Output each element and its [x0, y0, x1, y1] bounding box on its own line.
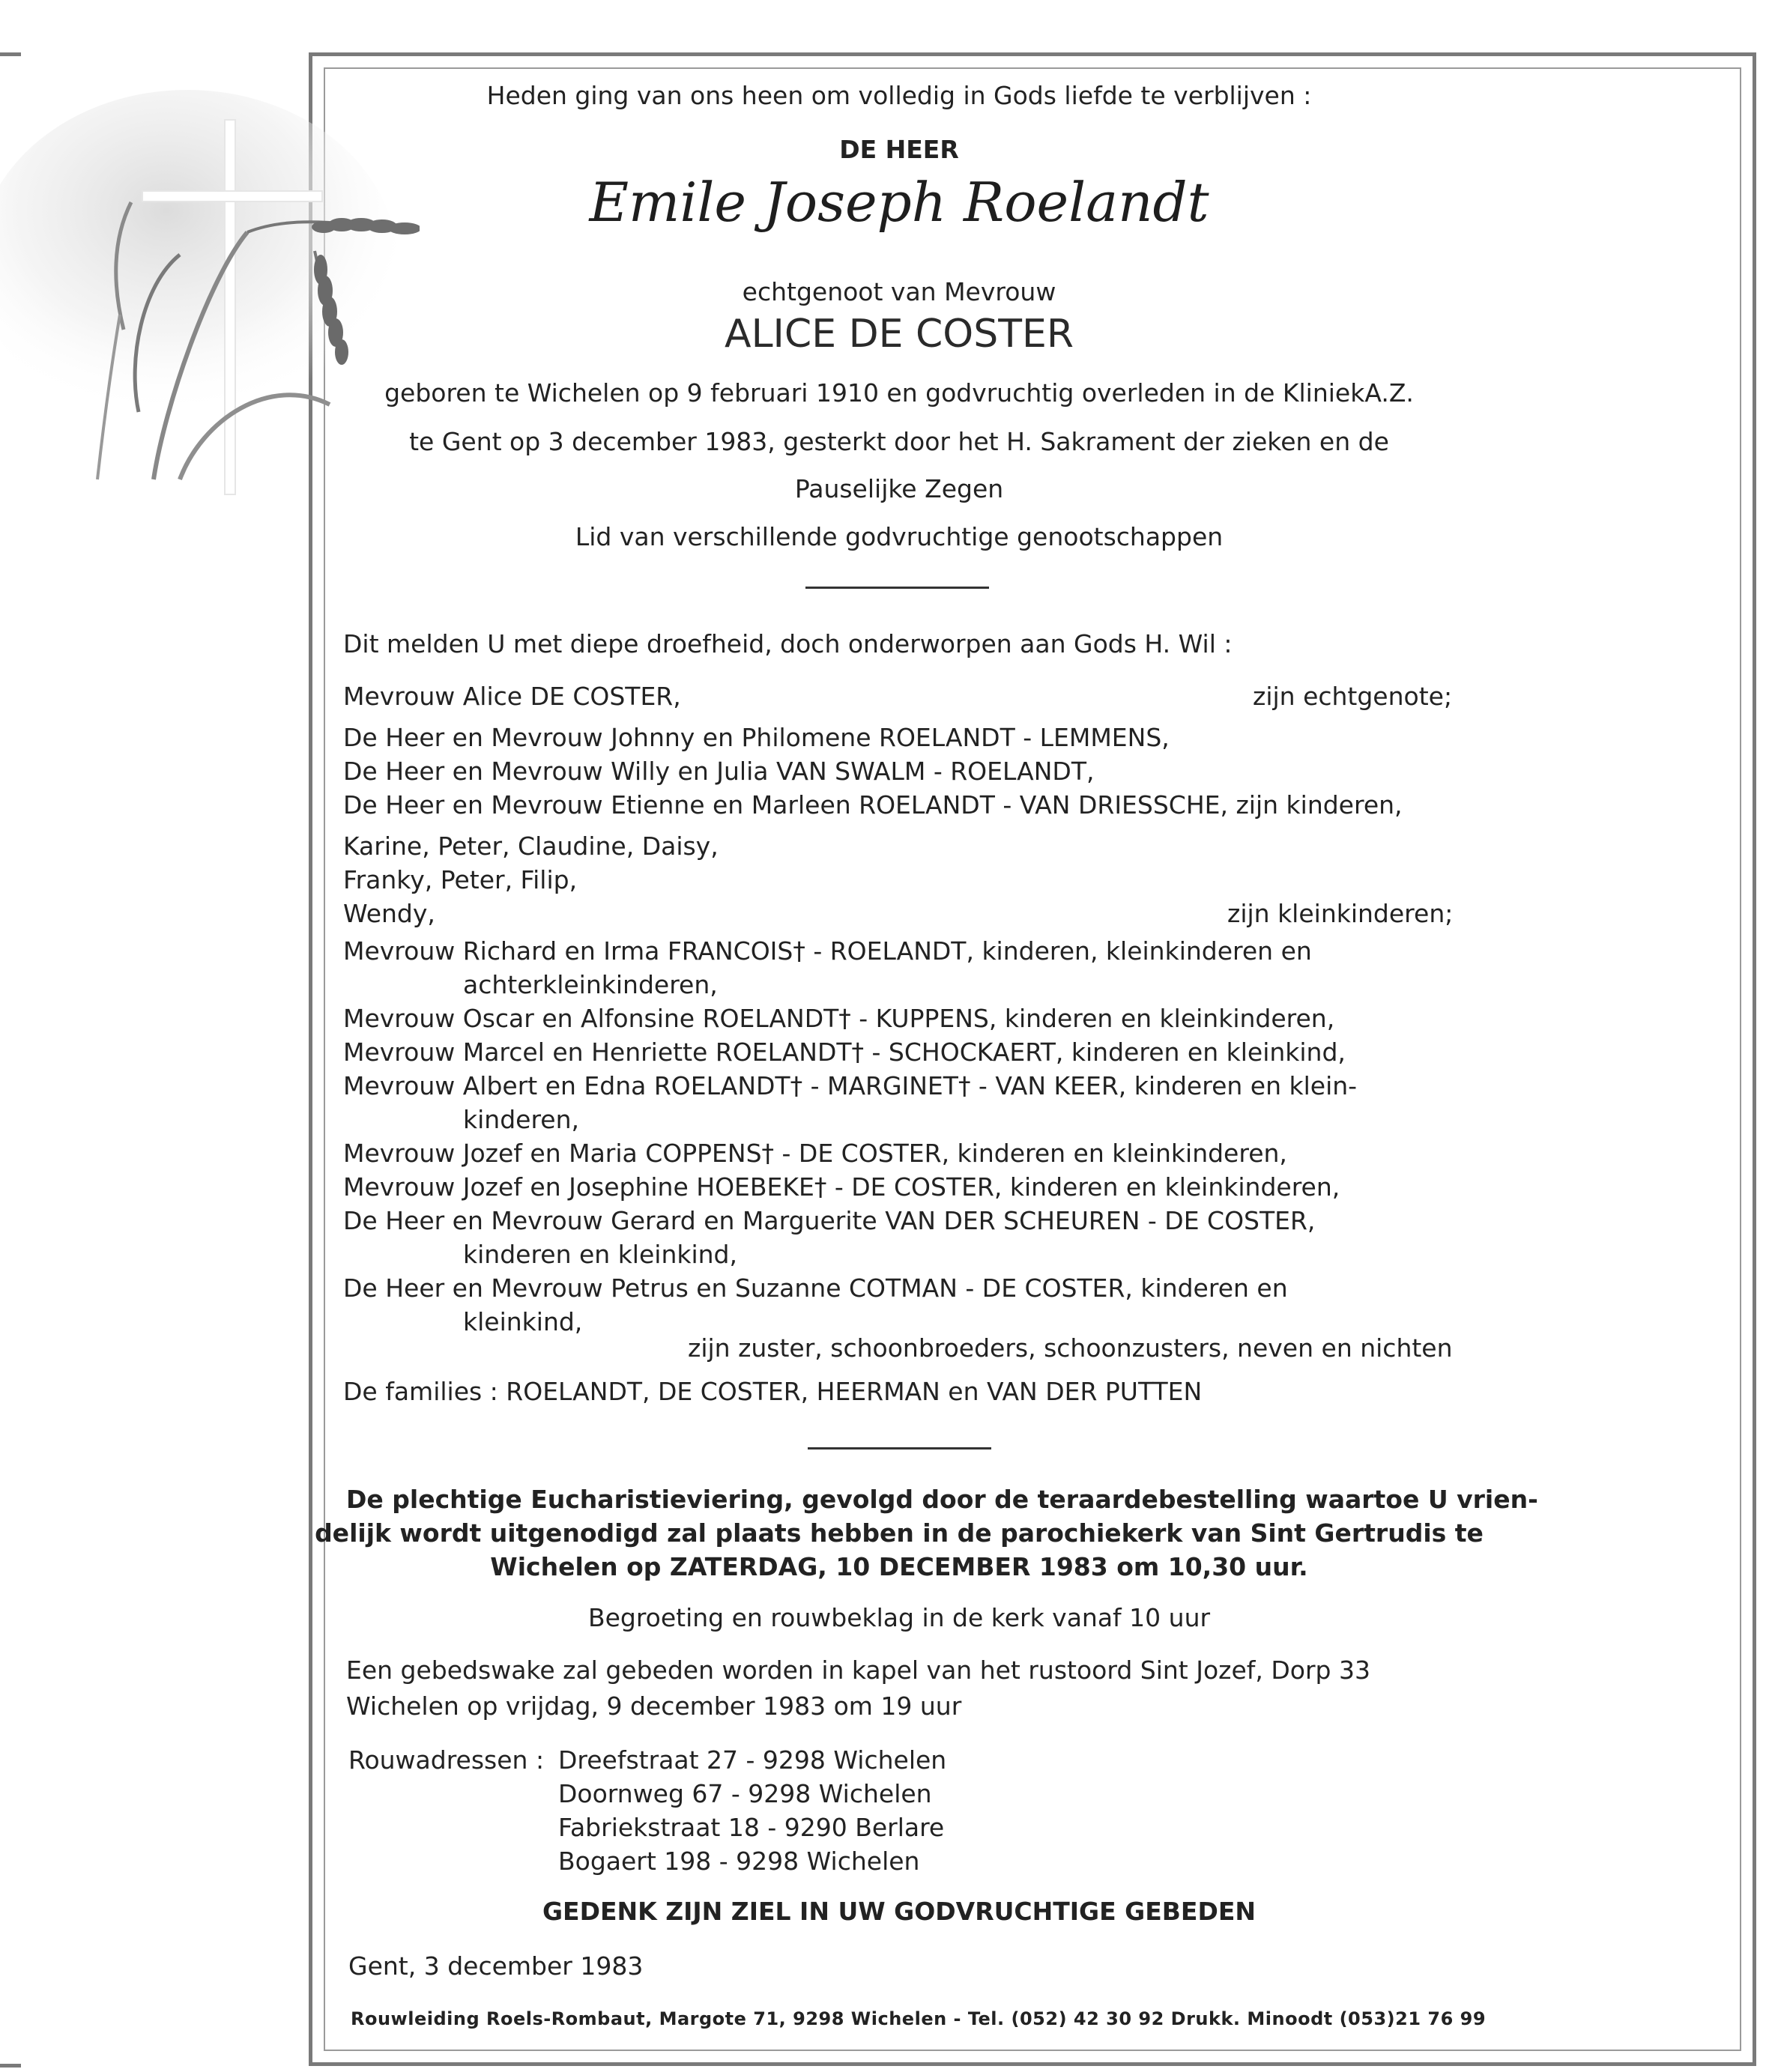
children-entry-3: De Heer en Mevrouw Etienne en Marleen ROELANDT - VAN DRIESSCHE, zijn kinderen,	[343, 790, 1403, 820]
bio-line-4: Lid van verschillende godvruchtige genootschappen	[575, 522, 1224, 551]
sibling-entry-8-cont: kleinkind,	[463, 1307, 583, 1336]
wake-line-2: Wichelen op vrijdag, 9 december 1983 om 19 uur	[346, 1691, 962, 1721]
grandchildren-relation: zijn kleinkinderen;	[1227, 899, 1454, 928]
spouse-intro: echtgenoot van Mevrouw	[742, 277, 1056, 306]
greeting-line: Begroeting en rouwbeklag in de kerk vanaf 10 uur	[587, 1603, 1211, 1632]
printer-footer: Rouwleiding Roels-Rombaut, Margote 71, 9298 Wichelen - Tel. (052) 42 30 92 Drukk. Minoodt (053)21 76 99	[351, 2008, 1487, 2029]
address-item: Fabriekstraat 18 - 9290 Berlare	[558, 1813, 945, 1842]
spouse-name: ALICE DE COSTER	[725, 312, 1074, 357]
sibling-entry-2: Mevrouw Oscar en Alfonsine ROELANDT† - KUPPENS, kinderen en kleinkinderen,	[343, 1004, 1335, 1033]
address-item: Dreefstraat 27 - 9298 Wichelen	[558, 1745, 947, 1775]
grandchildren-line-3: Wendy,	[343, 899, 435, 928]
prayer-line: GEDENK ZIJN ZIEL IN UW GODVRUCHTIGE GEBEDEN	[542, 1897, 1257, 1926]
service-line-2: delijk wordt uitgenodigd zal plaats hebben in de parochiekerk van Sint Gertrudis te	[315, 1518, 1484, 1548]
wake-line-1: Een gebedswake zal gebeden worden in kapel van het rustoord Sint Jozef, Dorp 33	[346, 1656, 1370, 1685]
sibling-entry-8: De Heer en Mevrouw Petrus en Suzanne COTMAN - DE COSTER, kinderen en	[343, 1273, 1288, 1303]
divider	[808, 1447, 991, 1450]
sibling-entry-4-cont: kinderen,	[463, 1105, 579, 1134]
sibling-entry-1-cont: achterkleinkinderen,	[463, 970, 718, 999]
sibling-entry-1: Mevrouw Richard en Irma FRANCOIS† - ROELANDT, kinderen, kleinkinderen en	[343, 936, 1312, 966]
families-line: De families : ROELANDT, DE COSTER, HEERMAN en VAN DER PUTTEN	[343, 1377, 1203, 1406]
sibling-entry-4: Mevrouw Albert en Edna ROELANDT† - MARGINET† - VAN KEER, kinderen en klein-	[343, 1071, 1358, 1100]
siblings-summary: zijn zuster, schoonbroeders, schoonzusters, neven en nichten	[688, 1333, 1453, 1363]
spouse-entry: Mevrouw Alice DE COSTER,	[343, 682, 681, 711]
addresses-label: Rouwadressen :	[348, 1745, 545, 1775]
deceased-name: Emile Joseph Roelandt	[589, 171, 1209, 234]
place-date: Gent, 3 december 1983	[348, 1951, 644, 1981]
announcement-intro: Dit melden U met diepe droefheid, doch onderworpen aan Gods H. Wil :	[343, 629, 1233, 658]
intro-line: Heden ging van ons heen om volledig in Gods liefde te verblijven :	[486, 81, 1312, 110]
bio-line-1: geboren te Wichelen op 9 februari 1910 en godvruchtig overleden in de KliniekA.Z.	[384, 378, 1414, 408]
address-item: Bogaert 198 - 9298 Wichelen	[558, 1847, 920, 1876]
sibling-entry-7: De Heer en Mevrouw Gerard en Marguerite VAN DER SCHEUREN - DE COSTER,	[343, 1206, 1316, 1235]
sibling-entry-6: Mevrouw Jozef en Josephine HOEBEKE† - DE COSTER, kinderen en kleinkinderen,	[343, 1172, 1340, 1202]
divider	[805, 587, 989, 589]
service-line-3: Wichelen op ZATERDAG, 10 DECEMBER 1983 om 10,30 uur.	[490, 1552, 1308, 1581]
sibling-entry-5: Mevrouw Jozef en Maria COPPENS† - DE COSTER, kinderen en kleinkinderen,	[343, 1139, 1287, 1168]
title-de-heer: DE HEER	[839, 135, 959, 164]
bio-line-2: te Gent op 3 december 1983, gesterkt door het H. Sakrament der zieken en de	[409, 427, 1389, 456]
bio-line-3: Pauselijke Zegen	[794, 474, 1004, 503]
sibling-entry-3: Mevrouw Marcel en Henriette ROELANDT† - SCHOCKAERT, kinderen en kleinkind,	[343, 1037, 1346, 1067]
address-item: Doornweg 67 - 9298 Wichelen	[558, 1779, 932, 1808]
sibling-entry-7-cont: kinderen en kleinkind,	[463, 1240, 737, 1269]
grandchildren-line-1: Karine, Peter, Claudine, Daisy,	[343, 831, 719, 861]
spouse-relation: zijn echtgenote;	[1253, 682, 1453, 711]
service-line-1: De plechtige Eucharistieviering, gevolgd door de teraardebestelling waartoe U vrien-	[346, 1485, 1538, 1514]
children-entry-2: De Heer en Mevrouw Willy en Julia VAN SWALM - ROELANDT,	[343, 757, 1095, 786]
children-entry-1: De Heer en Mevrouw Johnny en Philomene ROELANDT - LEMMENS,	[343, 723, 1170, 752]
grandchildren-line-2: Franky, Peter, Filip,	[343, 865, 578, 894]
